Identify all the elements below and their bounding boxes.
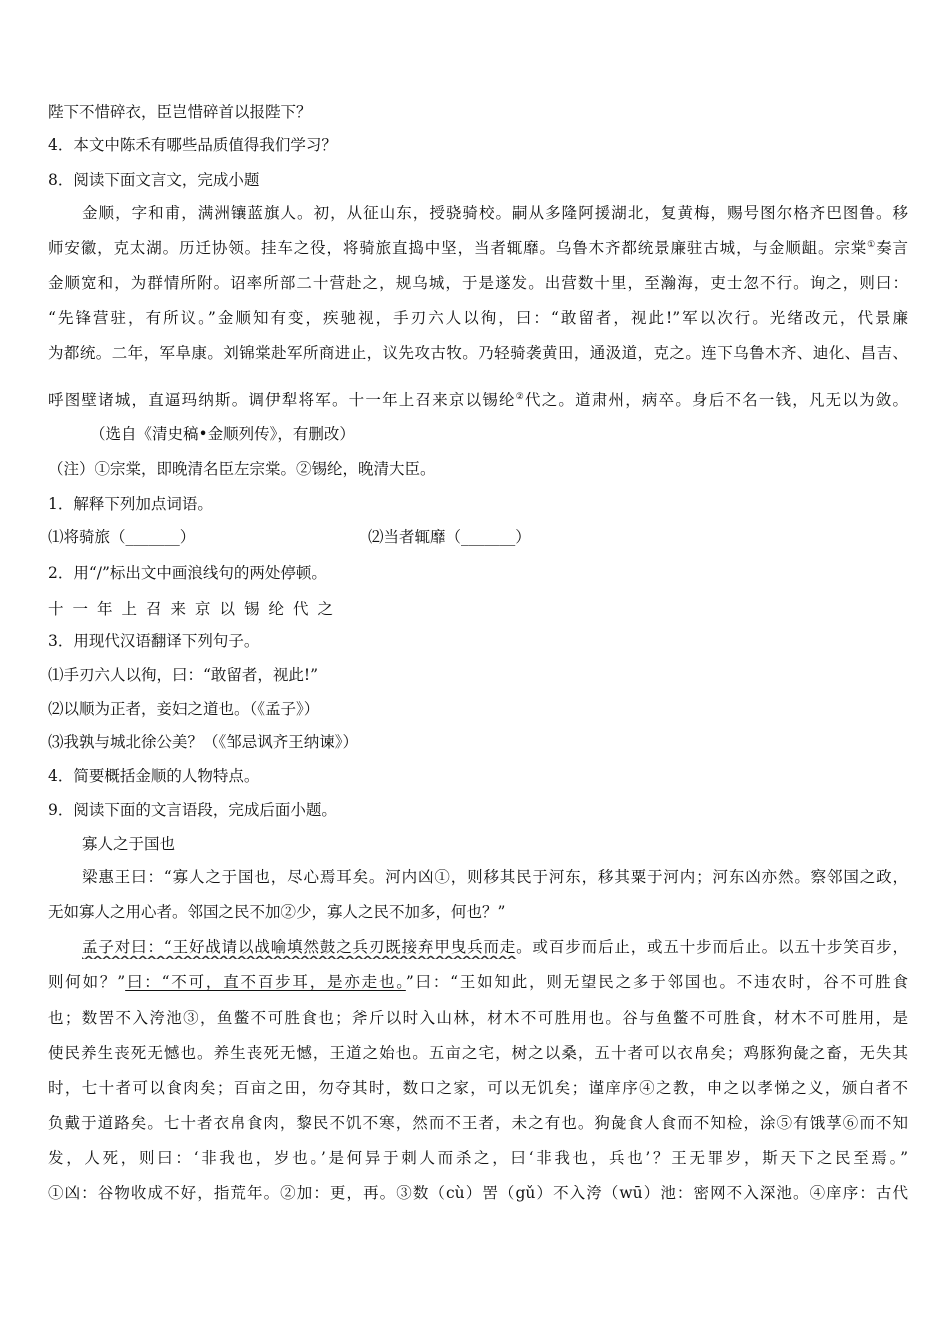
question-3-item-3: ⑶我孰与城北徐公美？（《邹忌讽齐王纳谏》） [48,733,359,751]
passage-line: 金顺，字和甫，满洲镶蓝旗人。初，从征山东，授骁骑校。嗣从多隆阿援湖北，复黄梅，赐号图尔格齐巴图鲁。移 [82,204,908,222]
sentence-to-mark: 十一年上召来京以锡纶代之 [48,600,343,618]
text-line: 陛下不惜碎衣，臣岂惜碎首以报陛下？ [48,103,312,121]
question-3-item-1: ⑴手刃六人以徇，曰：“敢留者，视此!” [48,666,319,684]
section-9-heading: 9．阅读下面的文言语段，完成后面小题。 [48,801,337,819]
section-8-heading: 8．阅读下面文言文，完成小题 [48,171,260,189]
passage-line: 则何如？”曰：“不可，直不百步耳，是亦走也。”曰：“王如知此，则无望民之多于邻国也。不违农时，谷不可胜食 [48,973,908,991]
passage-line: 时，七十者可以食肉矣；百亩之田，勿夺其时，数口之家，可以无饥矣；谨庠序④之教，申之以孝悌之义，颁白者不 [48,1079,908,1097]
annotation-note: （注）①宗棠，即晚清名臣左宗棠。②锡纶，晚清大臣。 [48,460,436,478]
passage-line: 师安徽，克太湖。历迁协领。挂车之役，将骑旅直捣中坚，当者辄靡。乌鲁木齐都统景廉驻古城，与金顺龃。宗棠①奏言 [48,239,908,257]
question-1-item-2: ⑵当者辄靡（_______） [368,528,531,546]
question-4: 4．本文中陈禾有哪些品质值得我们学习？ [48,136,337,154]
question-3-item-2: ⑵以顺为正者，妾妇之道也。（《孟子》） [48,700,320,718]
passage-line: 孟子对曰：“王好战请以战喻填然鼓之兵刃既接弃甲曳兵而走。或百步而后止，或五十步而后止。以五十步笑百步， [82,938,908,956]
question-1-item-1: ⑴将骑旅（_______） [48,528,196,546]
passage-line: 负戴于道路矣。七十者衣帛食肉，黎民不饥不寒，然而不王者，未之有也。狗彘食人食而不知检，涂⑤有饿莩⑥而不知 [48,1114,908,1132]
passage-line: 也；数罟不入洿池③，鱼鳖不可胜食也；斧斤以时入山林，材木不可胜用也。谷与鱼鳖不可胜食，材木不可胜用，是 [48,1009,908,1027]
source-citation: （选自《清史稿•金顺列传》，有删改） [90,425,355,443]
passage-line: 使民养生丧死无憾也。养生丧死无憾，王道之始也。五亩之宅，树之以桑，五十者可以衣帛矣；鸡豚狗彘之畜，无失其 [48,1044,908,1062]
question-1: 1．解释下列加点词语。 [48,495,213,513]
passage-line: “先锋营驻，有所议。”金顺知有变，疾驰视，手刃六人以徇，曰：“敢留者，视此!”军以次行。光绪改元，代景廉 [48,309,908,327]
question-3: 3．用现代汉语翻译下列句子。 [48,632,260,650]
passage-line: 金顺宽和，为群情所附。诏率所部二十营赴之，规乌城，于是遂发。出营数十里，至瀚海，吏士忽不行。询之，则曰： [48,274,908,292]
passage-line: 发，人死，则曰：‘非我也，岁也。’是何异于刺人而杀之，曰‘非我也，兵也’？王无罪岁，斯天下之民至焉。” [48,1149,908,1167]
passage-line-wavy: 呼图壁诸城，直逼玛纳斯。调伊犁将军。十一年上召来京以锡纶②代之。道肃州，病卒。身后不名一钱，凡无以为敛。 [48,391,908,409]
passage-title: 寡人之于国也 [82,835,176,853]
passage-line: 为都统。二年，军阜康。刘锦棠赴军所商进止，议先攻古牧。乃轻骑袭黄田，通汲道，克之。连下乌鲁木齐、迪化、昌吉、 [48,344,908,362]
footnote-line: ①凶：谷物收成不好，指荒年。②加：更，再。③数（cù）罟（gǔ）不入洿（wū）池：密网不入深池。④庠序：古代 [48,1184,908,1202]
passage-line: 梁惠王曰：“寡人之于国也，尽心焉耳矣。河内凶①，则移其民于河东，移其粟于河内；河东凶亦然。察邻国之政， [82,868,908,886]
passage-line: 无如寡人之用心者。邻国之民不加②少，寡人之民不加多，何也？” [48,903,506,921]
question-4: 4．简要概括金顺的人物特点。 [48,767,260,785]
question-2: 2．用“/”标出文中画浪线句的两处停顿。 [48,564,327,582]
